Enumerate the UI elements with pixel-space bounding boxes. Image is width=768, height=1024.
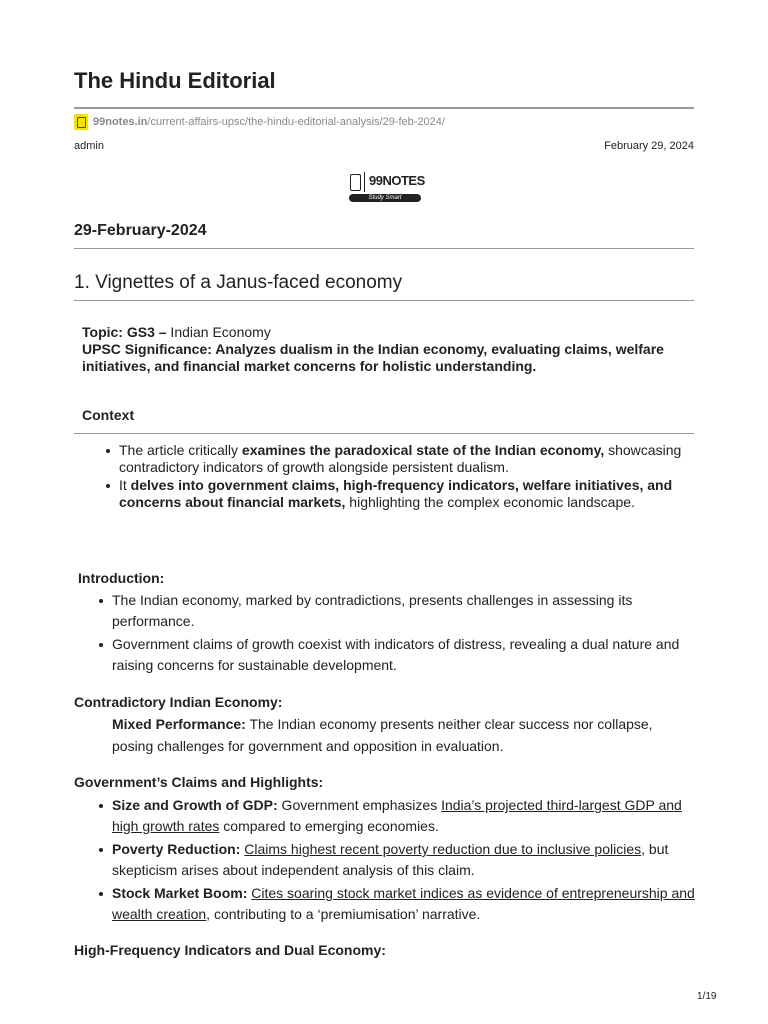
poverty-link[interactable]: Claims highest recent poverty reduction due to inclusive policies xyxy=(244,841,642,857)
topic-label: Topic: GS3 – xyxy=(82,324,167,340)
date-heading: 29-February-2024 xyxy=(74,222,207,239)
list-item: Poverty Reduction: Claims highest recent poverty reduction due to inclusive policies, but skepticism arises about independent analysis of this claim. xyxy=(112,839,697,881)
date-divider xyxy=(74,248,694,249)
author: admin xyxy=(74,140,104,152)
context-heading: Context xyxy=(82,407,135,423)
source-path: /current-affairs-upsc/the-hindu-editorial-analysis/29-feb-2024/ xyxy=(147,116,445,128)
topic-value: Indian Economy xyxy=(166,324,271,340)
list-item: The Indian economy, marked by contradictions, presents challenges in assessing its performance. xyxy=(112,590,697,632)
list-item: The article critically examines the paradoxical state of the Indian economy, showcasing contradictory indicators of growth alongside persistent dualism. xyxy=(119,442,694,476)
source-link[interactable] xyxy=(74,114,445,130)
list-item: It delves into government claims, high-frequency indicators, welfare initiatives, and concerns about financial markets, highlighting the complex economic landscape. xyxy=(119,477,694,511)
list-item: Stock Market Boom: Cites soaring stock market indices as evidence of entrepreneurship and wealth creation, contributing to a ‘premiumisation’ narrative. xyxy=(112,883,697,925)
list-item: Size and Growth of GDP: Government emphasizes India’s projected third-largest GDP and high growth rates compared to emerging economies. xyxy=(112,795,697,837)
article-title: 1. Vignettes of a Janus-faced economy xyxy=(74,272,403,293)
upsc-significance: UPSC Significance: Analyzes dualism in the Indian economy, evaluating claims, welfare initiatives, and financial market concerns for holistic understanding. xyxy=(82,341,664,374)
logo xyxy=(347,170,423,204)
logo-tagline: Study Smart xyxy=(349,194,421,202)
context-divider xyxy=(74,433,694,434)
phone-icon xyxy=(350,174,361,191)
introduction-heading: Introduction: xyxy=(78,570,165,586)
high-frequency-heading: High-Frequency Indicators and Dual Economy: xyxy=(74,942,386,958)
source-domain: 99notes.in xyxy=(93,116,148,128)
context-list xyxy=(119,442,694,512)
title-divider xyxy=(74,107,694,109)
topic-block xyxy=(82,324,682,375)
article-divider xyxy=(74,300,694,301)
mixed-performance-paragraph: Mixed Performance: The Indian economy presents neither clear success nor collapse, posing challenges for government and opposition in evaluation. xyxy=(112,716,653,754)
logo-brand: 99NOTES xyxy=(369,173,425,188)
introduction-list xyxy=(112,590,697,678)
gdp-link[interactable]: India’s projected third-largest GDP and high growth rates xyxy=(112,797,682,834)
document-title: The Hindu Editorial xyxy=(74,68,276,93)
list-item: Government claims of growth coexist with indicators of distress, revealing a dual nature and raising concerns for sustainable development. xyxy=(112,634,697,676)
contradictory-heading: Contradictory Indian Economy: xyxy=(74,694,283,710)
page-number: 1/19 xyxy=(697,991,717,1002)
bookmark-icon xyxy=(74,114,88,130)
government-heading: Government’s Claims and Highlights: xyxy=(74,774,324,790)
publish-date: February 29, 2024 xyxy=(604,140,694,152)
stock-market-link[interactable]: Cites soaring stock market indices as evidence of entrepreneurship and wealth creation xyxy=(112,885,695,922)
government-list xyxy=(112,795,697,927)
